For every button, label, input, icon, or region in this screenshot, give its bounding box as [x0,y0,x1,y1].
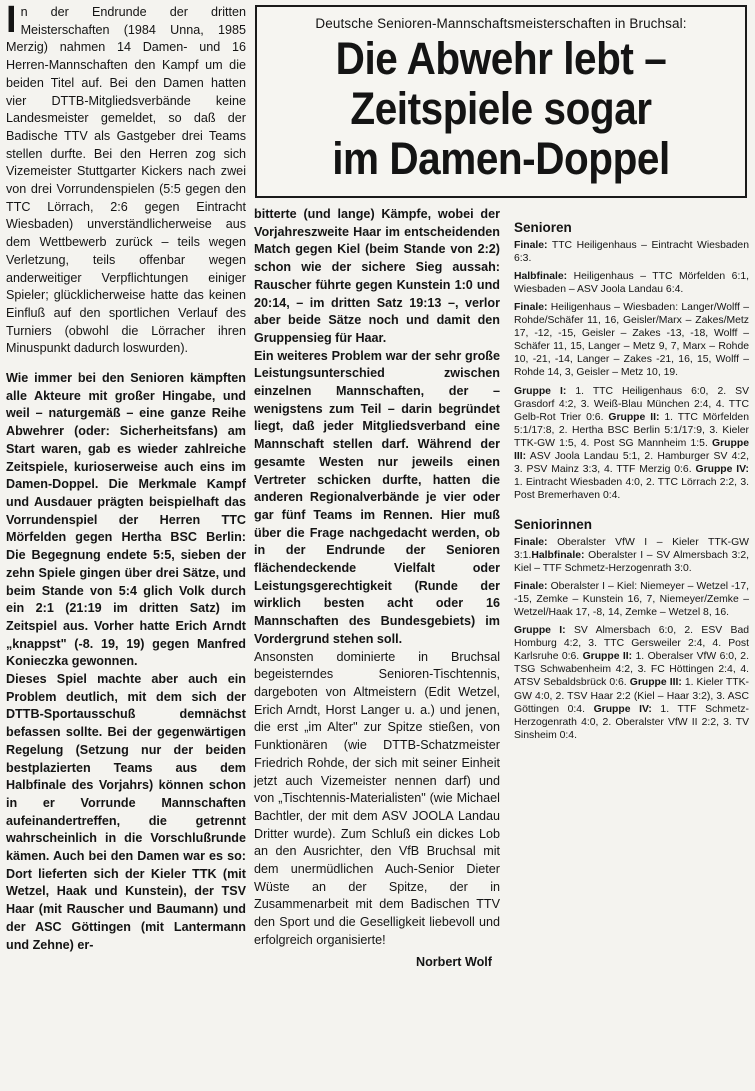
drop-cap: I [6,0,17,41]
result-text: 1. TTC Mörfelden 5:1/17:8, 2. Hertha BSC Berlin 5:1/17:9, 3. Kieler TTK-GW 1:5, 4. Post SG Mannheim 1:5. [514,411,749,449]
kicker-line: Deutsche Senioren-Mannschaftsmeisterschaften in Bruchsal: [315,16,687,31]
result-label: Gruppe I: [514,625,566,637]
result-seniorinnen-gruppen [514,624,749,741]
result-label: Gruppe I: [514,385,567,397]
result-label: Gruppe II: [608,411,660,423]
result-text: 1. Kieler TTK-GW 4:0, 2. TSV Haar 2:2 (Kiel – Haar 3:2), 3. ASC Göttingen 0:4. [514,677,750,715]
result-text: Oberalster VfW I – Kieler TTK-GW 3:1. [514,536,749,562]
result-label: Finale: [514,536,548,548]
section-title-senioren: Senioren [514,220,572,235]
result-text: Oberalster I – SV Almersbach 3:2, Kiel – TTF Schmetz-Herzogenrath 3:0. [514,550,750,575]
result-senioren-finale [514,239,749,265]
article-column-1 [6,0,246,954]
result-text: Oberalster I – Kiel: Niemeyer – Wetzel -17, -15, Zemke – Kunstein 16, 7, Niemeyer/Zemke – Wetzel/Haak 17, -8, 14, Zemke – Wetzel 8, 16. [514,581,750,619]
section-title-seniorinnen: Seniorinnen [514,516,593,532]
result-label: Halbfinale: [531,550,585,562]
result-label: Halbfinale: [514,271,568,283]
result-text: 1. TTC Heiligenhaus 6:0, 2. SV Grasdorf 4:2, 3. Weiß-Blau München 2:4, 4. TTC Gelb-Rot Trier 0:6. [514,385,749,423]
result-label: Finale: [514,302,548,314]
result-text: 1. Oberalser VfW 6:0, 2. TSG Schwabenheim 4:2, 3. FC Höttingen 2:4, 4. ATSV Sebaldsbrück 0:6. [514,651,749,689]
result-label: Gruppe IV: [593,703,652,715]
result-label: Gruppe III: [629,677,682,689]
result-label: Gruppe II: [582,651,633,663]
headline-box [255,5,747,198]
result-text: Heiligenhaus – Wiesbaden: Langer/Wolff – Rohde/Schäfer 11, 16, Geisler/Marx – Zakes/Metz 17, -12, -15, Geisler – Zakes -13, -18, Wolff – Schäfer 11, 15, Langer – Metz 9, 7, Marx – Rohde 10, -21, -14, Langer – Zakes -21, 16, 15, Wolff – Rohde 14, 3, Geisler – Metz 10, 19. [514,302,749,379]
result-text: Heiligenhaus – TTC Mörfelden 6:1, Wiesbaden – ASV Joola Landau 6:4. [514,271,749,296]
result-label: Finale: [514,240,548,252]
result-seniorinnen-finale-detail [514,580,749,619]
result-text: SV Almersbach 6:0, 2. ESV Bad Homburg 4:2, 3. TTC Gersweiler 2:4, 4. Post Karlsruhe 0:6. [514,625,749,663]
result-senioren-halbfinale [514,270,749,296]
headline-line-1: Die Abwehr lebt – [335,33,667,84]
result-label: Gruppe IV: [695,463,749,475]
headline-line-3: im Damen-Doppel [332,133,670,184]
result-label: Gruppe III: [514,437,749,462]
intro-text: n der Endrunde der dritten Meisterschaften (1984 Unna, 1985 Merzig) nahmen 14 Damen- und 16 Herren-Mannschaften den Kampf um die beiden Titel auf. Bei den Damen hatten vier DTTB-Mitgliedsverbände keine Landesmeister gemeldet, so daß der Badische TTV als Gastgeber drei Teams stellen durfte. Bei den Herren zog sich Vizemeister Stuttgarter Kickers nach zwei von drei Vorrundenspielen (5:5 gegen den TTC Lörrach, 2:6 gegen Eintracht Wiesbaden) unverständlicherweise aus dem Wettbewerb zurück – teils wegen Verletzung, teils offenbar wegen anderweitiger Verpflichtungen einiger Spieler; glücklicherweise hatte das keinen Einfluß auf den sportlichen Verlauf des Turniers (obwohl die Lörracher ihren Minuspunkt dadurch loswurden). [6,5,246,356]
paragraph-continuation: bitterte (und lange) Kämpfe, wobei der Vorjahreszweite Haar im entscheidenden Match gegen Kiel (beim Stande von 2:2) schon wie der sichere Sieg aussah: Rauscher führte gegen Kunstein 1:0 und 20:14, – im dritten Satz 19:13 –, verlor aber beide Sätze noch und damit den Gruppensieg für Haar. [254,207,500,345]
article-column-2 [254,206,500,971]
result-senioren-finale-detail [514,301,749,379]
result-text: TTC Heiligenhaus – Eintracht Wiesbaden 6:3. [514,240,749,265]
paragraph-problem: Dieses Spiel machte aber auch ein Problem deutlich, mit dem sich der DTTB-Sportausschuß demnächst befassen sollte. Bei der gegenwärtigen Regelung (Setzung nur der beiden bestplazierten Teams aus dem Halbfinale des Vorjahrs) können schon in er Vorrunde Mannschaften aufeinandertreffen, die getrennt wahrscheinlich in die Vorschlußrunde kämen. Auch bei den Damen war es so: Dort lieferten sich der Kieler TTK (mit Wetzel, Haak und Kunstein), der TSV Haar (mit Rauscher und Baumann) und der ASC Göttingen (mit Lantermann und Zehne) er- [6,672,246,952]
headline [281,34,720,184]
results-column [514,221,749,742]
paragraph-leistung: Ein weiteres Problem war der sehr große Leistungsunterschied zwischen einzelnen Mannschaften, der – wenigstens zum Teil – darin begründet liegt, daß jeder Mitgliedsverband eine Mannschaft stellen darf. Während der gesamte Westen nur jeweils einen Vertreter schicken durfte, hatten die anderen Regionalverbände je vier oder gar fünf Teams im Rennen. Hier muß über die Frage nachgedacht werden, ob in der Endrunde der Senioren flächendeckende Vielfalt oder Leistungsgerechtigkeit (Runde der wirklich besten acht oder 16 Mannschaften des Bundesgebiets) im Vordergrund stehen soll. [254,348,500,646]
headline-line-2: Zeitspiele sogar [350,83,652,134]
author-byline: Norbert Wolf [415,954,492,969]
result-text: 1. Eintracht Wiesbaden 4:0, 2. TTC Lörrach 2:2, 3. Post Bremerhaven 0:4. [514,476,749,501]
result-label: Finale: [514,581,548,593]
result-seniorinnen-finale [514,536,749,575]
paragraph-kampf: Wie immer bei den Senioren kämpften alle Akteure mit großer Hingabe, und weil – naturgemäß – eine ganze Reihe Abwehrer (oder: Sicherheitsfans) am Start waren, gab es wieder zahlreiche Zeitspiele, kurioserweise auch eins im Damen-Doppel. Die Merkmale Kampf und Ausdauer prägten beispielhaft das Vorrundenspiel der Herren TTC Mörfelden gegen Hertha BSC Berlin: Die Begegnung endete 5:5, sieben der zehn Spiele gingen über drei Sätze, und beim Stande von 5:4 glich Volk durch ein 2:1 (21:19 im dritten Satz) im Zeitspiel aus. Vorher hatte Erich Arndt „knappst" (-8. 19, 19) gegen Manfred Konieczka gewonnen. [6,371,246,669]
result-text: 1. TTF Schmetz-Herzogenrath 4:0, 2. Oberalster VfW II 2:2, 3. TV Sinsheim 0:4. [514,703,749,741]
intro-paragraph [6,0,246,358]
result-text: ASV Joola Landau 5:1, 2. Hamburger SV 4:2, 3. PSV Mainz 3:3, 4. TTF Merzig 0:6. [514,450,749,475]
result-senioren-gruppen [514,385,749,502]
paragraph-bruchsal: Ansonsten dominierte in Bruchsal begeisterndes Senioren-Tischtennis, dargeboten von Altmeistern (Edit Wetzel, Erich Arndt, Horst Langer u. a.) und jenen, die erst „im Alter" zur Spitze stießen, von Funktionären (wie DTTB-Schatzmeister Friedrich Rohde, der sich mit seiner Einheit jetzt auch Vizemeister nennen darf) und von „Tischtennis-Materialisten" (wie Michael Bachtler, der mit dem ASV JOOLA Landau Dritter wurde). Zum Schluß ein dickes Lob an den Ausrichter, den VfB Bruchsal mit dem unermüdlichen Auch-Senior Dieter Wüste an der Spitze, der in Zusammenarbeit mit dem Badischen TTV den Sport und die Geselligkeit liebevoll und erfolgreich organisierte! [254,649,500,947]
